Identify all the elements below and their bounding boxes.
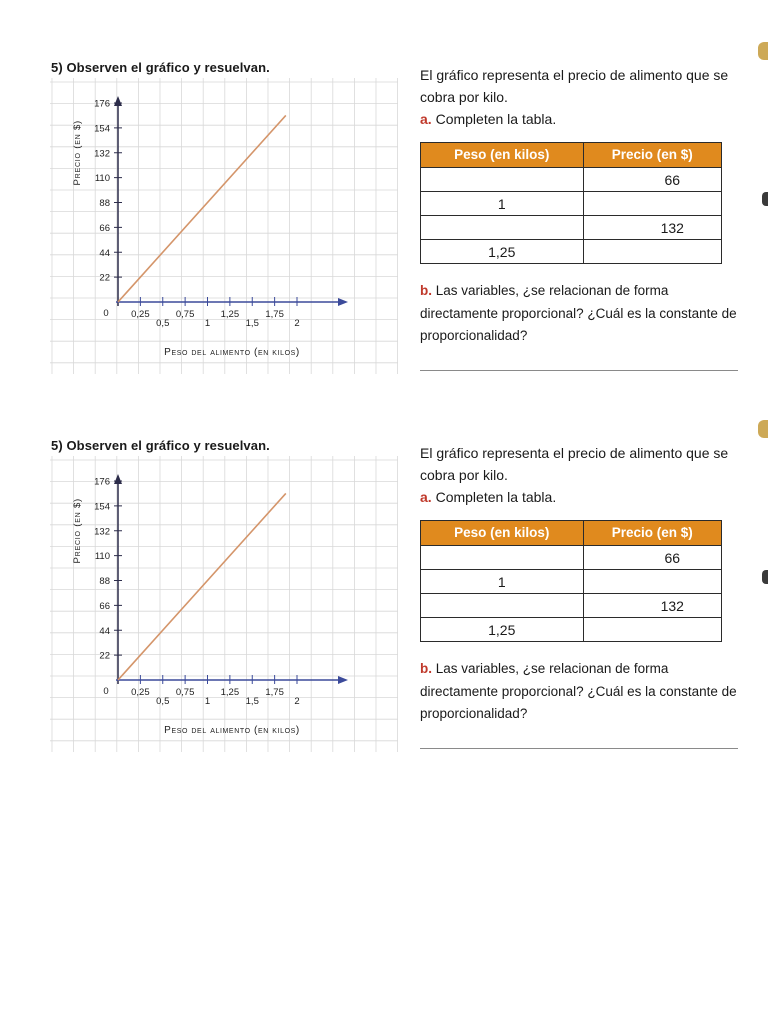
x-tick-label: 1,25 [220,687,240,698]
x-axis-arrow [338,676,348,684]
origin-label: 0 [103,308,109,319]
chart-container [50,78,398,374]
chart-container [50,456,398,752]
item-a-text: Completen la tabla. [435,489,557,505]
item-b [420,658,740,726]
x-tick-label: 2 [294,696,300,707]
item-b-letter: b. [420,283,432,298]
table-cell-weight[interactable]: 1 [421,570,584,594]
y-tick-label: 22 [99,272,110,284]
table-cell-price[interactable]: 66 [583,546,721,570]
item-b-letter: b. [420,661,432,676]
exercise-text-column [420,64,740,343]
table-header-price: Precio (en $) [583,143,721,168]
table-cell-price[interactable] [583,240,721,264]
x-tick-label: 0,25 [131,687,150,698]
y-tick-label: 88 [99,576,110,587]
x-tick-label: 0,5 [156,696,170,707]
table-cell-weight[interactable]: 1,25 [421,240,584,264]
x-axis-label: Peso del alimento (en kilos) [164,347,300,358]
table-cell-weight[interactable] [421,168,584,192]
y-tick-label: 154 [94,501,110,513]
page-edge-mark [762,192,768,206]
y-axis-label: Precio (en $) [72,497,83,564]
exercise-intro: El gráfico representa el precio de alimento que se cobra por kilo. [420,67,729,105]
y-tick-label: 66 [99,222,110,234]
table-cell-price[interactable] [583,570,721,594]
table-row [421,192,722,216]
table-header-weight: Peso (en kilos) [421,521,584,546]
y-axis-label: Precio (en $) [72,119,83,186]
x-tick-label: 1,75 [265,687,284,698]
item-b-text: Las variables, ¿se relacionan de forma directamente proporcional? ¿Cuál es la constante de proporcionalidad? [420,283,737,343]
origin-label: 0 [103,686,109,697]
table-cell-weight[interactable]: 1 [421,192,584,216]
table-cell-weight[interactable] [421,216,584,240]
y-tick-label: 88 [99,198,110,209]
page-edge-mark [758,420,768,438]
table-header-price: Precio (en $) [583,521,721,546]
exercise-heading: 5) Observen el gráfico y resuelvan. [51,60,270,75]
exercise-block-1 [0,52,768,382]
answer-line[interactable] [420,370,738,371]
y-tick-label: 66 [99,600,110,612]
exercise-text-column [420,442,740,721]
x-tick-label: 1,5 [245,318,259,329]
y-tick-label: 110 [94,551,110,563]
item-a-text: Completen la tabla. [435,111,557,127]
table-cell-weight[interactable] [421,594,584,618]
y-axis-arrow [114,96,122,106]
series-line [118,493,286,680]
table-cell-weight[interactable] [421,546,584,570]
table-cell-price[interactable]: 132 [583,216,721,240]
table-cell-price[interactable] [583,618,721,642]
page-edge-mark [762,570,768,584]
y-tick-label: 176 [94,476,110,488]
series-line [118,115,286,302]
x-tick-label: 0,75 [175,309,195,320]
line-chart [50,78,398,374]
table-cell-weight[interactable]: 1,25 [421,618,584,642]
table-row [421,168,722,192]
x-axis-arrow [338,298,348,306]
page-edge-mark [758,42,768,60]
y-tick-label: 132 [94,526,110,538]
table-row [421,240,722,264]
table-header-row [421,143,722,168]
table-header-weight: Peso (en kilos) [421,143,584,168]
y-tick-label: 154 [94,123,110,135]
item-a [420,108,740,130]
item-a-letter: a. [420,111,432,127]
data-table [420,142,722,264]
y-tick-label: 44 [99,625,110,637]
y-axis-arrow [114,474,122,484]
item-a-letter: a. [420,489,432,505]
x-axis-label: Peso del alimento (en kilos) [164,725,300,736]
table-cell-price[interactable]: 132 [583,594,721,618]
x-tick-label: 0,25 [131,309,150,320]
x-tick-label: 1 [204,696,211,707]
y-tick-label: 132 [94,148,110,160]
table-row [421,216,722,240]
table-cell-price[interactable] [583,192,721,216]
item-b [420,280,740,348]
table-row [421,546,722,570]
x-tick-label: 0,5 [156,318,170,329]
data-table [420,520,722,642]
table-cell-price[interactable]: 66 [583,168,721,192]
exercise-intro: El gráfico representa el precio de alimento que se cobra por kilo. [420,445,729,483]
x-tick-label: 1 [204,318,211,329]
x-tick-label: 1,75 [265,309,284,320]
answer-line[interactable] [420,748,738,749]
item-a [420,486,740,508]
y-tick-label: 110 [94,173,110,185]
x-tick-label: 0,75 [175,687,195,698]
x-tick-label: 1,5 [245,696,259,707]
x-tick-label: 1,25 [220,309,240,320]
x-tick-label: 2 [294,318,300,329]
exercise-heading: 5) Observen el gráfico y resuelvan. [51,438,270,453]
table-row [421,570,722,594]
y-tick-label: 44 [99,247,110,259]
line-chart [50,456,398,752]
table-header-row [421,521,722,546]
exercise-block-2 [0,430,768,760]
y-tick-label: 176 [94,98,110,110]
table-row [421,618,722,642]
item-b-text: Las variables, ¿se relacionan de forma directamente proporcional? ¿Cuál es la constante de proporcionalidad? [420,661,737,721]
y-tick-label: 22 [99,650,110,662]
table-row [421,594,722,618]
